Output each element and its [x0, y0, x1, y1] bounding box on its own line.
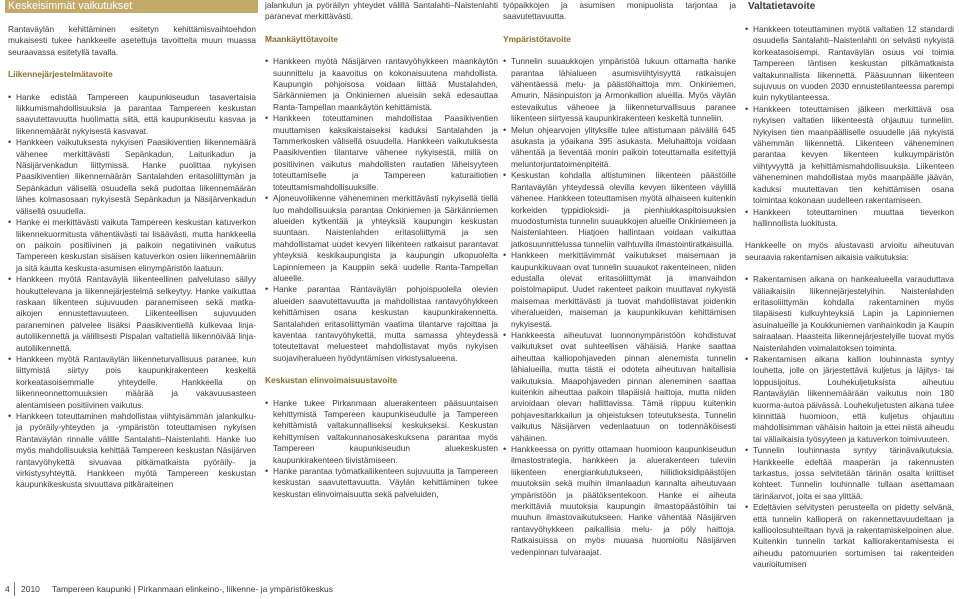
- intro-paragraph: Rantaväylän kehittäminen esitetyn kehittämisvaihtoehdon mukaisesti tukee hankkeelle asetettuja tavoitteita muun muassa seuraavassa esitetyllä tavalla.: [8, 24, 256, 57]
- list-item: • Edeltävien selvitysten perusteella on pidetty selvänä, että tunnelin kallioperä on rakennettavuudeltaan ja kallioolosuhteiltaan hyvä ja rakentamiskelpoinen alue. Kuitenkin tunnelin tarkat kalliorakentamisesta ei aiheudu patomuurien sortumisen tai rakenteiden vaurioitumisen: [745, 502, 954, 570]
- list-item: • Hanke edistää Tampereen kaupunkiseudun tasavertaisia liikkumismahdollisuuksia ja parantaa Tampereen keskustan saavutettavuutta huolimatta siitä, että kaupunkiseutu kasvaa ja liikennemäärät nykyisestä kasvavat.: [8, 92, 256, 138]
- list-item: • Hankkeessa on pyritty ottamaan huomioon kaupunkiseudun ilmastostrategia, hankkeen ja aluerakenteen tuleviin liikenteen energiankulutukseen, hiilidioksidipäästöjen muutoksiin sekä muihin ilmanlaadun kannalta aiheutuvaan ympäristöön ja päätöksentekoon. Hanke ei aiheuta merkittäviä muutoksia kaupungin ilmastopäästöihin tai muuhun ilmastovaikutukseen. Hanke vähentää Näsijärven rantavyöhykkeen paikallisia melu- ja pöly haittoja. Ratkaisuissa on myös muuasa huomioitu Näsijärven vedenpinnan tulvaraajat.: [503, 444, 736, 558]
- page-number: 4: [5, 584, 10, 594]
- bullet-list: [8, 92, 256, 491]
- list-item: • Hankkeen toteuttaminen muuttaa tieverkon hallinnollista luokitusta.: [745, 207, 954, 230]
- intro-paragraph: jalankulun ja pyöräilyn yhteydet välillä Santalahti–Naistenlahti paranevat merkittävästi.: [265, 0, 498, 22]
- column-1-body: [5, 13, 258, 491]
- column-4-body: [742, 13, 956, 571]
- list-item: • Hankkeen myötä Rantaväylän liikenneturvallisuus paranee, kun liittymistä siirtyy pois kaupunkirakenteen keskeltä korkeatasoisemmalle yhteydelle. Hankkeella on liikenneonnettomuuksien määrää ja vakavuusasteen alentamiseen positiivinen vaikutus.: [8, 354, 256, 411]
- list-item: • Hankkeen toteuttaminen myötä valtatien 12 standardi osuudella Santalahti–Naistenlahti on selvästi nykyistä korkeatasoisempi. Rantaväylän osuus voi toimia Tampereen läntisen keskustan pitkämatkaista valtakunnallista liikennettä. Pääsuunnan liikenteen sujuvuus on vuoden 2030 ennustetilanteessa parempi kuin nykytilanteessa.: [745, 24, 954, 104]
- bullet-list: [503, 56, 736, 558]
- footer-divider: [14, 582, 15, 596]
- bullet-list: [745, 24, 954, 229]
- list-item: • Hankkeen toteuttaminen mahdollistaa Paasikiventien muuttamisen kaksikaistaiseksi kaduksi Santalahden ja Tammerkosken välisellä osuudella. Hankkeen vaikutuksesta Paasikiventien tilantarve vähenee nykyisestä, millä on positiivinen vaikutus mahdollisten rautatien läheisyyteen toteuttamiselle ja Tampereen katuraitiotien toteuttamismahdollisuuksille.: [265, 113, 498, 193]
- heading-keskusta: Keskustan elinvoimaisuustavoite: [265, 375, 398, 386]
- list-item: • Hankkeen toteuttaminen mahdollistaa viihtyisämmän jalankulku- ja pyöräily-yhteyden ja -ympäristön toteuttamisen nykyisen Rantaväylän rinnalle välille Santalahti–Naistenlahti. Hanke luo myös mahdollisuuksia kehittää Tampereen keskustan Näsijärven rantavyöhykettä sivuavaa pitkämatkaista pyöräily- ja virkistysyhteyttä. Hankkeen myötä Tampereen keskustan kaupunkikeskusta sivuuttava pitkäraiteinen: [8, 411, 256, 491]
- list-item: • Hanke tukee Pirkanmaan aluerakenteen pääsuuntaisen kehittymistä Tampereen kaupunkiseudulle ja Tampereen kehittämistä valtakunnalliseksi keskukseksi. Keskustan kehittymisen valtakunnanosakeskuksena parantaa myös Tampereen kaupunkiseudun aluekeskusten kaupunkirakenteen tiivistämiseen.: [265, 398, 498, 466]
- list-item: • Ajoneuvoliikenne väheneminen merkittävästi nykyisellä tiellä luo mahdollisuuksia parantaa Onkiniemen ja Särkänniemen alueiden kytkentää ja yhteyksiä kaupungin keskustan suuntaan. Naistenlahden eritasoliittymä ja sen mahdollistamat uudet kevyen liikenteen ratkaisut parantavat yhteyksiä keskikaupungista ja kaupungin ulkopuolelta Lapinniemeen ja Kauppiin sekä uudelle Ranta-Tampellan alueelle.: [265, 193, 498, 284]
- footer-source: Tampereen kaupunki | Pirkanmaan elinkeino-, liikenne- ja ympäristökeskus: [52, 584, 333, 594]
- bullet-list: [745, 274, 954, 571]
- section-title: Valtatietavoite: [748, 1, 816, 12]
- list-item: • Hanke parantaa Rantaväylän pohjoispuolella olevien alueiden saavutettavuutta ja mahdollistaa rantavyöhykkeen kehittämisen osana keskustan kaupunkirakennetta. Santalahden eritasoliittymän vaatima tilantarve rajoittaa ja kaventaa rantavyöhykettä, mutta samassa yhteydessä toteutettavat meluesteet mahdollistavat myös nykyisen suojaviheralueen hyödyntämisen virkistysalueena.: [265, 284, 498, 364]
- column-3: [500, 0, 738, 558]
- list-item: • Hankkeen myötä Rantaväylä liikenteellinen palvelutaso säilyy houkuttelevana ja liikennejärjestelmä selkeytyy. Hanke vaikuttaa raskaan liikenteen sujuvuuden paranemiseen sekä matka-aikojen ennustettavuuteen. Liikenteellisen sujuvuuden paraneminen palvelee lisäksi Paasikiventiellä kulkevaa linja-autoliikennettä ja välillisesti Pispalan valtatiellä liikennöivää linja-autoliikennettä.: [8, 274, 256, 354]
- list-item: • Tunnelin louhinnasta syntyy tärinävaikutuksia. Hankkeelle edeltää maaperän ja rakennusten tarkastus, jossa selvitetään tärinän osalta kriittiset kohteet. Tunnelin louhinnalle tullaan asettamaan tärinäarvot, joita ei saa ylittää.: [745, 445, 954, 502]
- list-item: • Hanke parantaa työmatkaliikenteen sujuvuutta ja Tampereen keskustan saavutettavuutta. Väylän kehittäminen tukee keskustan elinvoimaisuutta sekä palveluiden,: [265, 466, 498, 500]
- list-item: • Hankkeen vaikutuksesta nykyisen Paasikiventien liikennemäärä vähenee merkittävästi Sepänkadun, Laiturikadun ja Näsijärvenkadun liittymissä. Hanke puolittaa nykyisen Paasikiventien liikennemäärän Santalahden eritasoliittymän ja Sepänkadun välisellä osuudella sekä pudottaa liikennemäärän lähes kolmasosaan nykyisestä Sepänkadun ja Näsijärvenkadun välisellä osuudella.: [8, 137, 256, 217]
- section-title: Keskeisimmät vaikutukset: [5, 0, 258, 13]
- list-item: • Keskustan kohdalla altistuminen liikenteen päästöille Rantaväylän yhteydessä olevilla kevyen liikenteen väylillä vähenee. Hankkeen toteuttamisen myötä alhaiseen kuitenkin korkeiden typpidioksidi- ja pienhiukkaspitoisuuksien muodostumista tunnelin suuaukkojen alueille Onkiniemeen ja Naistenlahteen. Hiatjoen hallintaan voidaan vaikuttaa jatkosuunnittelussa tunneliin vaihtuvilla ilmastointiratkaisuilla.: [503, 170, 736, 250]
- column-3-body: [500, 0, 738, 558]
- bullet-list: [265, 56, 498, 364]
- page-footer: [0, 582, 460, 596]
- heading-ymparisto: Ympäristötavoite: [503, 33, 571, 44]
- column-2-body: [262, 0, 500, 500]
- heading-maankaytto: Maankäyttötavoite: [265, 33, 339, 44]
- column-4: [742, 0, 956, 571]
- bullet-list: [265, 398, 498, 501]
- heading-liikennejarjestelma: Liikennejärjestelmätavoite: [8, 69, 113, 80]
- list-item: • Melun ohjearvojen ylityksille tulee altistumaan päivällä 645 asukasta ja yöaikana 395 asukasta. Meluhaittoja voidaan vähentää ja lieventää monin paikoin toteuttamalla esitettyjä meluntorjuntatoimenpiteitä.: [503, 125, 736, 171]
- list-item: • Hankkeesta aiheutuvat luonnonympäristöön kohdistuvat vaikutukset ovat suhteellisen vähäisiä. Hanke saattaa aiheuttaa kalliopohjaveden pinnan alenemista tunnelin lähialueilla, mutta tästä ei odoteta aiheutuvan haitallisia vaikutuksia. Maapohjaveden pinnan aleneminen saattaa kuitenkin aiheuttaa paikoin tilapäisiä haittoja, mutta niiden arvioidaan olevan hallittavissa. Tämä riippuu kuitenkin pohjavesitarkkailun ja ohjeistuksen toteutuksesta. Tunnelin vaikutus Näsijärven vedenlaatuun on todennäköisesti vähäinen.: [503, 330, 736, 444]
- list-item: • Rakentamisen aikana kallion louhinnasta syntyy louhetta, jolle on järjestettävä kuljetus ja läjitys- tai loppusijoitus. Louhekuljetuksista aiheutuu Rantaväylän liikennemäärään vaikutus noin 180 kuorma-autoa päivässä. Louhekuljetusten aikana tulee kiinnittää huomioon, että kuljetus ohjautuu mahdollisimman vähäisin haitoin ja ettei niistä aiheudu tai väliaikaisia työsyyteen ja katuverkon toimivuuteen.: [745, 354, 954, 445]
- intro-paragraph: työpaikkojen ja asumisen monipuolista tarjontaa ja saavutettavuutta.: [503, 0, 736, 22]
- column-2: [262, 0, 500, 500]
- list-item: • Hankkeen merkittävimmät vaikutukset maisemaan ja kaupunkikuvaan ovat tunnelin suuaukot rakenteineen, niiden edustalla olevat eritasoliittymät ja imanvaihdon poistolmapiiput. Uudet rakenteet paikoin muuttavat nykyistä maisemaa merkittävästi ja tuovat mahdollistavat joidenkin viheralueiden, maiseman ja kaupunkikuvan kehittämisen nykyisestä.: [503, 250, 736, 330]
- column-1: [5, 0, 258, 491]
- list-item: • Tunnelin suuaukkojen ympäristöä lukuun ottamatta hanke parantaa lähialueen asumisviihtyisyyttä ratkaisujen vähentäessä melu- ja päästöhaittoja mm. Onkiniemen, Amurin, Näsinpuiston ja Armonkallion alueilla. Myös väylän estevaikutus vähenee ja liikenneturvallisuus paranee liikenteen siirtyessä kaupunkirakenteen keskeltä tunneliin.: [503, 56, 736, 124]
- list-item: • Hanke ei merkittävästi vaikuta Tampereen keskustan katuverkon liikennekuormitusta vähentävästi tai lisäävästi, mutta hankkeella on paikoin positiivinen ja paikoin negatiivinen vaikutus Tampereen keskustan sisäisen katuverkon osien liikennemääriin ja sitä kautta keskusta-asumisen elinympäristön laatuun.: [8, 217, 256, 274]
- list-item: • Rakentamisen aikana on hankealueella varauduttava väliaikaisiin liikennejärjestelyihin. Naistenlahden eritasoliittymän kohdalla rakentaminen myös tilapäisesti kulkuyhteyksiä Lapin ja Lapinniemen asuinalueille ja Koukkuniemen vanhainkodin ja Kaupin sairaalaan. Haasteita liikennejärjestelyille tuovat myös Naistenlahden voimalaitoksen toiminta.: [745, 274, 954, 354]
- footer-year: 2010: [21, 584, 40, 594]
- paragraph: Hankkeelle on myös alustavasti arvioitu aiheutuvan seuraavia rakentamisen aikaisia vaikutuksia:: [745, 240, 954, 262]
- list-item: • Hankkeen toteuttamisen jälkeen merkittävä osa nykyisen valtatien liikenteestä ohjautuu tunneliin. Nykyisen tien maanpäälliselle osuudelle jää nykyistä vähemmän liikennettä. Liikenteen väheneminen parantaa kevyen liikenteen kulkuympäristön viihtyvyyttä ja kehittämismahdollisuuksia. Liikenteen väheneminen mahdollistaa myös maanpäälle jäävän, kaduksi muutettavan tien kehittämisen osana toimintaa kokonaan uudelleen rakentamiseen.: [745, 104, 954, 207]
- list-item: • Hankkeen myötä Näsijärven rantavyöhykkeen maankäytön suunnittelu ja kaavoitus on kokonaisuutena mahdollista. Kaupungin pohjoisosa voidaan liittää Mustalahden, Särkänniemen ja Onkiniemen alueisiin sekä edesauttaa Ranta-Tampellan maankäytön kehittämistä.: [265, 56, 498, 113]
